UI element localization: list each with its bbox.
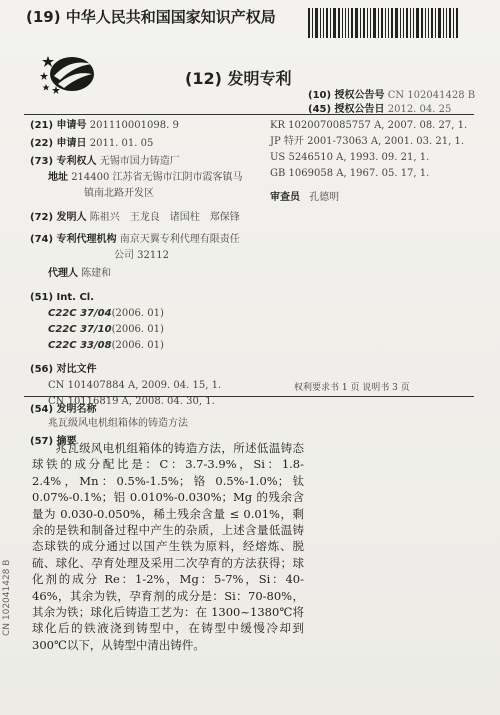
abstract-body: 兆瓦级风电机组箱体的铸造方法，所述低温铸态球铁的成分配比是：C：3.7-3.9%，Si：1.8-2.4%，Mn：0.5%-1.5%；铬 0.5%-1.0%；钛 0.07%-0.1%；铝 0.010%-0.030%；Mg 的残余含量为 0.030-0.050%，稀土残余含量 ≤ 0.01%，剩余的是铁和制备过程中产生的杂质，上述含量低温铸态球铁的成分通过以国产生铁为原料，经熔炼、脱硫、球化、孕育处理及采用二次孕育的方法获得；球化剂的成分 Re：1-2%，Mg：5-7%，Si：40-46%，其余为铁，孕育剂的成分是：Si：70-80%，其余为铁；球化后铸造工艺为：在 1300~1380℃将球化后的铁液浇到铸型中，在铸型中缓慢冷却到 300℃以下，从铸型中清出铸件。	[32, 441, 304, 652]
barcode-bar	[338, 8, 340, 38]
barcode-bar	[351, 8, 353, 38]
invention-title: 兆瓦级风电机组箱体的铸造方法	[48, 418, 188, 429]
int-cl-code: C22C 33/08	[48, 340, 112, 351]
agent-value: 陈建和	[81, 268, 112, 279]
barcode-bar	[330, 8, 331, 38]
abstract-text	[32, 440, 304, 653]
inventors-label: (72) 发明人	[30, 212, 87, 223]
patentee-label: (73) 专利权人	[30, 156, 97, 167]
barcode-bar	[326, 8, 328, 38]
barcode-bar	[348, 8, 349, 38]
barcode-bar	[388, 8, 389, 38]
barcode-bar	[345, 8, 346, 38]
barcode-bar	[400, 8, 401, 38]
examiner-row	[270, 190, 467, 206]
publication-number-row	[308, 86, 475, 101]
barcode-bar	[312, 8, 313, 38]
int-cl-row	[30, 290, 94, 305]
barcode-bar	[443, 8, 444, 38]
int-cl-year: (2006. 01)	[111, 340, 164, 351]
title-label: (54) 发明名称	[30, 404, 97, 415]
publication-number-value: CN 102041428 B	[387, 90, 476, 101]
publication-date-label: (45) 授权公告日	[308, 104, 385, 115]
examiner-label: 审查员	[270, 192, 300, 203]
barcode-bar	[416, 8, 419, 38]
reference-item: KR 1020070085757 A, 2007. 08. 27, 1.	[270, 120, 468, 131]
barcode-bar	[438, 8, 441, 38]
application-number-value: 201110001098. 9	[89, 120, 179, 131]
document-type: (12) 发明专利	[185, 69, 292, 88]
barcode-bar	[378, 8, 379, 38]
barcode-bar	[320, 8, 321, 38]
barcode-bar	[395, 8, 398, 38]
barcode-bar	[367, 8, 368, 38]
barcode-bar	[446, 8, 447, 38]
patent-office-logo	[40, 50, 100, 94]
int-cl-item	[48, 322, 164, 337]
agent-row	[48, 266, 111, 281]
barcode	[308, 8, 462, 38]
agency-line-2: 公司 32112	[114, 250, 169, 261]
publication-date-value: 2012. 04. 25	[387, 104, 452, 115]
agency-row	[30, 232, 240, 247]
address-row	[48, 170, 243, 185]
barcode-bar	[435, 8, 436, 38]
cited-documents-label: (56) 对比文件	[30, 364, 97, 375]
barcode-bar	[308, 8, 310, 38]
cited-document-text: CN 10116819 A, 2008. 04. 30, 1.	[48, 396, 215, 407]
barcode-bar	[421, 8, 423, 38]
barcode-bar	[410, 8, 411, 38]
int-cl-code: C22C 37/10	[48, 324, 112, 335]
barcode-bar	[425, 8, 426, 38]
right-references	[270, 118, 467, 206]
application-number-row	[30, 118, 179, 133]
reference-item: JP 特开 2001-73063 A, 2001. 03. 21, 1.	[270, 136, 465, 147]
barcode-bar	[355, 8, 358, 38]
address-line-2-row	[84, 186, 154, 201]
barcode-bar	[381, 8, 383, 38]
barcode-bar	[323, 8, 324, 38]
publication-number-label: (10) 授权公告号	[308, 90, 385, 101]
patent-office-header: (19) 中华人民共和国国家知识产权局	[26, 8, 276, 26]
barcode-bar	[428, 8, 429, 38]
cited-documents-row	[30, 362, 97, 377]
barcode-bar	[360, 8, 361, 38]
address-line-2: 镇南北路开发区	[84, 188, 154, 199]
barcode-bar	[431, 8, 433, 38]
agency-label: (74) 专利代理机构	[30, 234, 117, 245]
section-rule	[24, 396, 474, 397]
int-cl-label: (51) Int. Cl.	[30, 292, 95, 303]
cited-document	[48, 378, 221, 393]
title-value-row	[48, 416, 188, 431]
patentee-value: 无锡市国力铸造厂	[99, 156, 180, 167]
barcode-bar	[342, 8, 343, 38]
int-cl-code: C22C 37/04	[48, 308, 112, 319]
barcode-bar	[413, 8, 414, 38]
reference-item: GB 1069058 A, 1967. 05. 17, 1.	[270, 168, 430, 179]
publication-date-row	[308, 100, 451, 115]
application-date-value: 2011. 01. 05	[89, 138, 154, 149]
application-date-row	[30, 136, 153, 151]
barcode-bar	[391, 8, 393, 38]
int-cl-item	[48, 338, 164, 353]
pages-info: 权利要求书 1 页 说明书 3 页	[294, 383, 410, 393]
inventors-row	[30, 210, 240, 225]
barcode-bar	[385, 8, 386, 38]
barcode-bar	[449, 8, 451, 38]
patentee-row	[30, 154, 180, 169]
header-rule	[24, 114, 474, 115]
barcode-bar	[403, 8, 404, 38]
application-date-label: (22) 申请日	[30, 138, 87, 149]
address-label: 地址	[48, 172, 68, 183]
int-cl-year: (2006. 01)	[111, 324, 164, 335]
barcode-bar	[363, 8, 365, 38]
barcode-bar	[333, 8, 336, 38]
barcode-bar	[373, 8, 376, 38]
abstract-label: (57) 摘要	[30, 436, 77, 447]
barcode-bar	[453, 8, 454, 38]
int-cl-year: (2006. 01)	[111, 308, 164, 319]
int-cl-item	[48, 306, 164, 321]
agent-label: 代理人	[48, 268, 78, 279]
reference-item: US 5246510 A, 1993. 09. 21, 1.	[270, 152, 430, 163]
barcode-bar	[406, 8, 408, 38]
address-line-1: 214400 江苏省无锡市江阴市霞客镇马	[71, 172, 243, 183]
side-publication-number: CN 102041428 B	[2, 559, 12, 636]
examiner-value: 孔德明	[309, 192, 340, 203]
barcode-bar	[456, 8, 458, 38]
agency-line-1: 南京天翼专利代理有限责任	[119, 234, 240, 245]
agency-line-2-row	[114, 248, 169, 263]
barcode-bar	[315, 8, 318, 38]
cited-document-text: CN 101407884 A, 2009. 04. 15, 1.	[48, 380, 222, 391]
inventors-value: 陈祖兴 王龙良 诸国柱 郑保锋	[89, 212, 240, 223]
application-number-label: (21) 申请号	[30, 120, 87, 131]
barcode-bar	[370, 8, 371, 38]
title-label-row	[30, 402, 97, 417]
